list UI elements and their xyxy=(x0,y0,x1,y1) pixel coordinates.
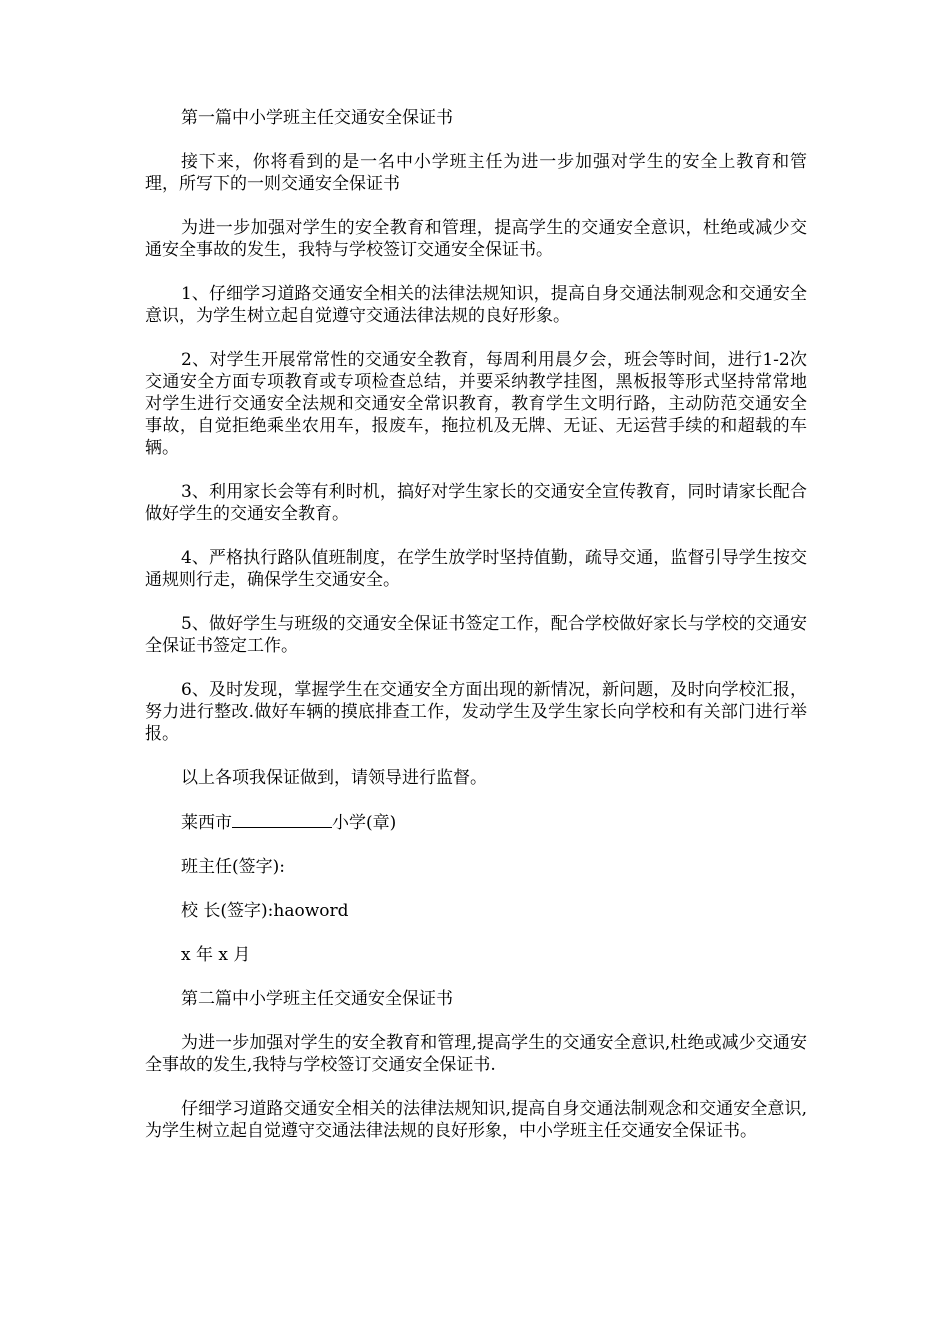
school-name-blank xyxy=(232,811,332,828)
section-title-2: 第二篇中小学班主任交通安全保证书 xyxy=(181,989,453,1009)
teacher-signature-line: 班主任(签字): xyxy=(181,857,285,877)
body-paragraph-3: 仔细学习道路交通安全相关的法律法规知识,提高自身交通法制观念和交通安全意识,为学生树立起自觉遵守交通法律法规的良好形象，中小学班主任交通安全保证书。 xyxy=(145,1099,807,1141)
list-item-4: 4、严格执行路队值班制度，在学生放学时坚持值勤，疏导交通，监督引导学生按交通规则行走，确保学生交通安全。 xyxy=(145,548,807,590)
school-suffix: 小学(章) xyxy=(332,813,397,833)
date-line: x 年 x 月 xyxy=(181,945,251,965)
list-item-6: 6、及时发现，掌握学生在交通安全方面出现的新情况，新问题，及时向学校汇报，努力进行整改.做好车辆的摸底排查工作，发动学生及学生家长向学校和有关部门进行举报。 xyxy=(145,680,807,744)
list-item-2: 2、对学生开展常常性的交通安全教育，每周利用晨夕会，班会等时间，进行1-2次交通安全方面专项教育或专项检查总结，并要采纳教学挂图，黑板报等形式坚持常常地对学生进行交通安全法规和交通安全常识教育，教育学生文明行路，主动防范交通安全事故，自觉拒绝乘坐农用车，报废车，拖拉机及无牌、无证、无运营手续的和超载的车辆。 xyxy=(145,350,807,458)
section-title-1: 第一篇中小学班主任交通安全保证书 xyxy=(181,108,453,128)
list-item-1: 1、仔细学习道路交通安全相关的法律法规知识，提高自身交通法制观念和交通安全意识，为学生树立起自觉遵守交通法律法规的良好形象。 xyxy=(145,284,807,326)
body-paragraph: 为进一步加强对学生的安全教育和管理，提高学生的交通安全意识，杜绝或减少交通安全事故的发生，我特与学校签订交通安全保证书。 xyxy=(145,218,807,260)
intro-paragraph: 接下来，你将看到的是一名中小学班主任为进一步加强对学生的安全上教育和管理，所写下的一则交通安全保证书 xyxy=(145,152,807,194)
body-paragraph-2: 为进一步加强对学生的安全教育和管理,提高学生的交通安全意识,杜绝或减少交通安全事故的发生,我特与学校签订交通安全保证书. xyxy=(145,1033,807,1075)
principal-signature-line: 校 长(签字):haoword xyxy=(181,901,349,921)
document-page xyxy=(145,107,807,1164)
closing-statement: 以上各项我保证做到，请领导进行监督。 xyxy=(181,768,487,788)
school-prefix: 莱西市 xyxy=(181,813,232,833)
list-item-5: 5、做好学生与班级的交通安全保证书签定工作，配合学校做好家长与学校的交通安全保证书签定工作。 xyxy=(145,614,807,656)
school-stamp-line xyxy=(145,811,807,834)
list-item-3: 3、利用家长会等有利时机，搞好对学生家长的交通安全宣传教育，同时请家长配合做好学生的交通安全教育。 xyxy=(145,482,807,524)
